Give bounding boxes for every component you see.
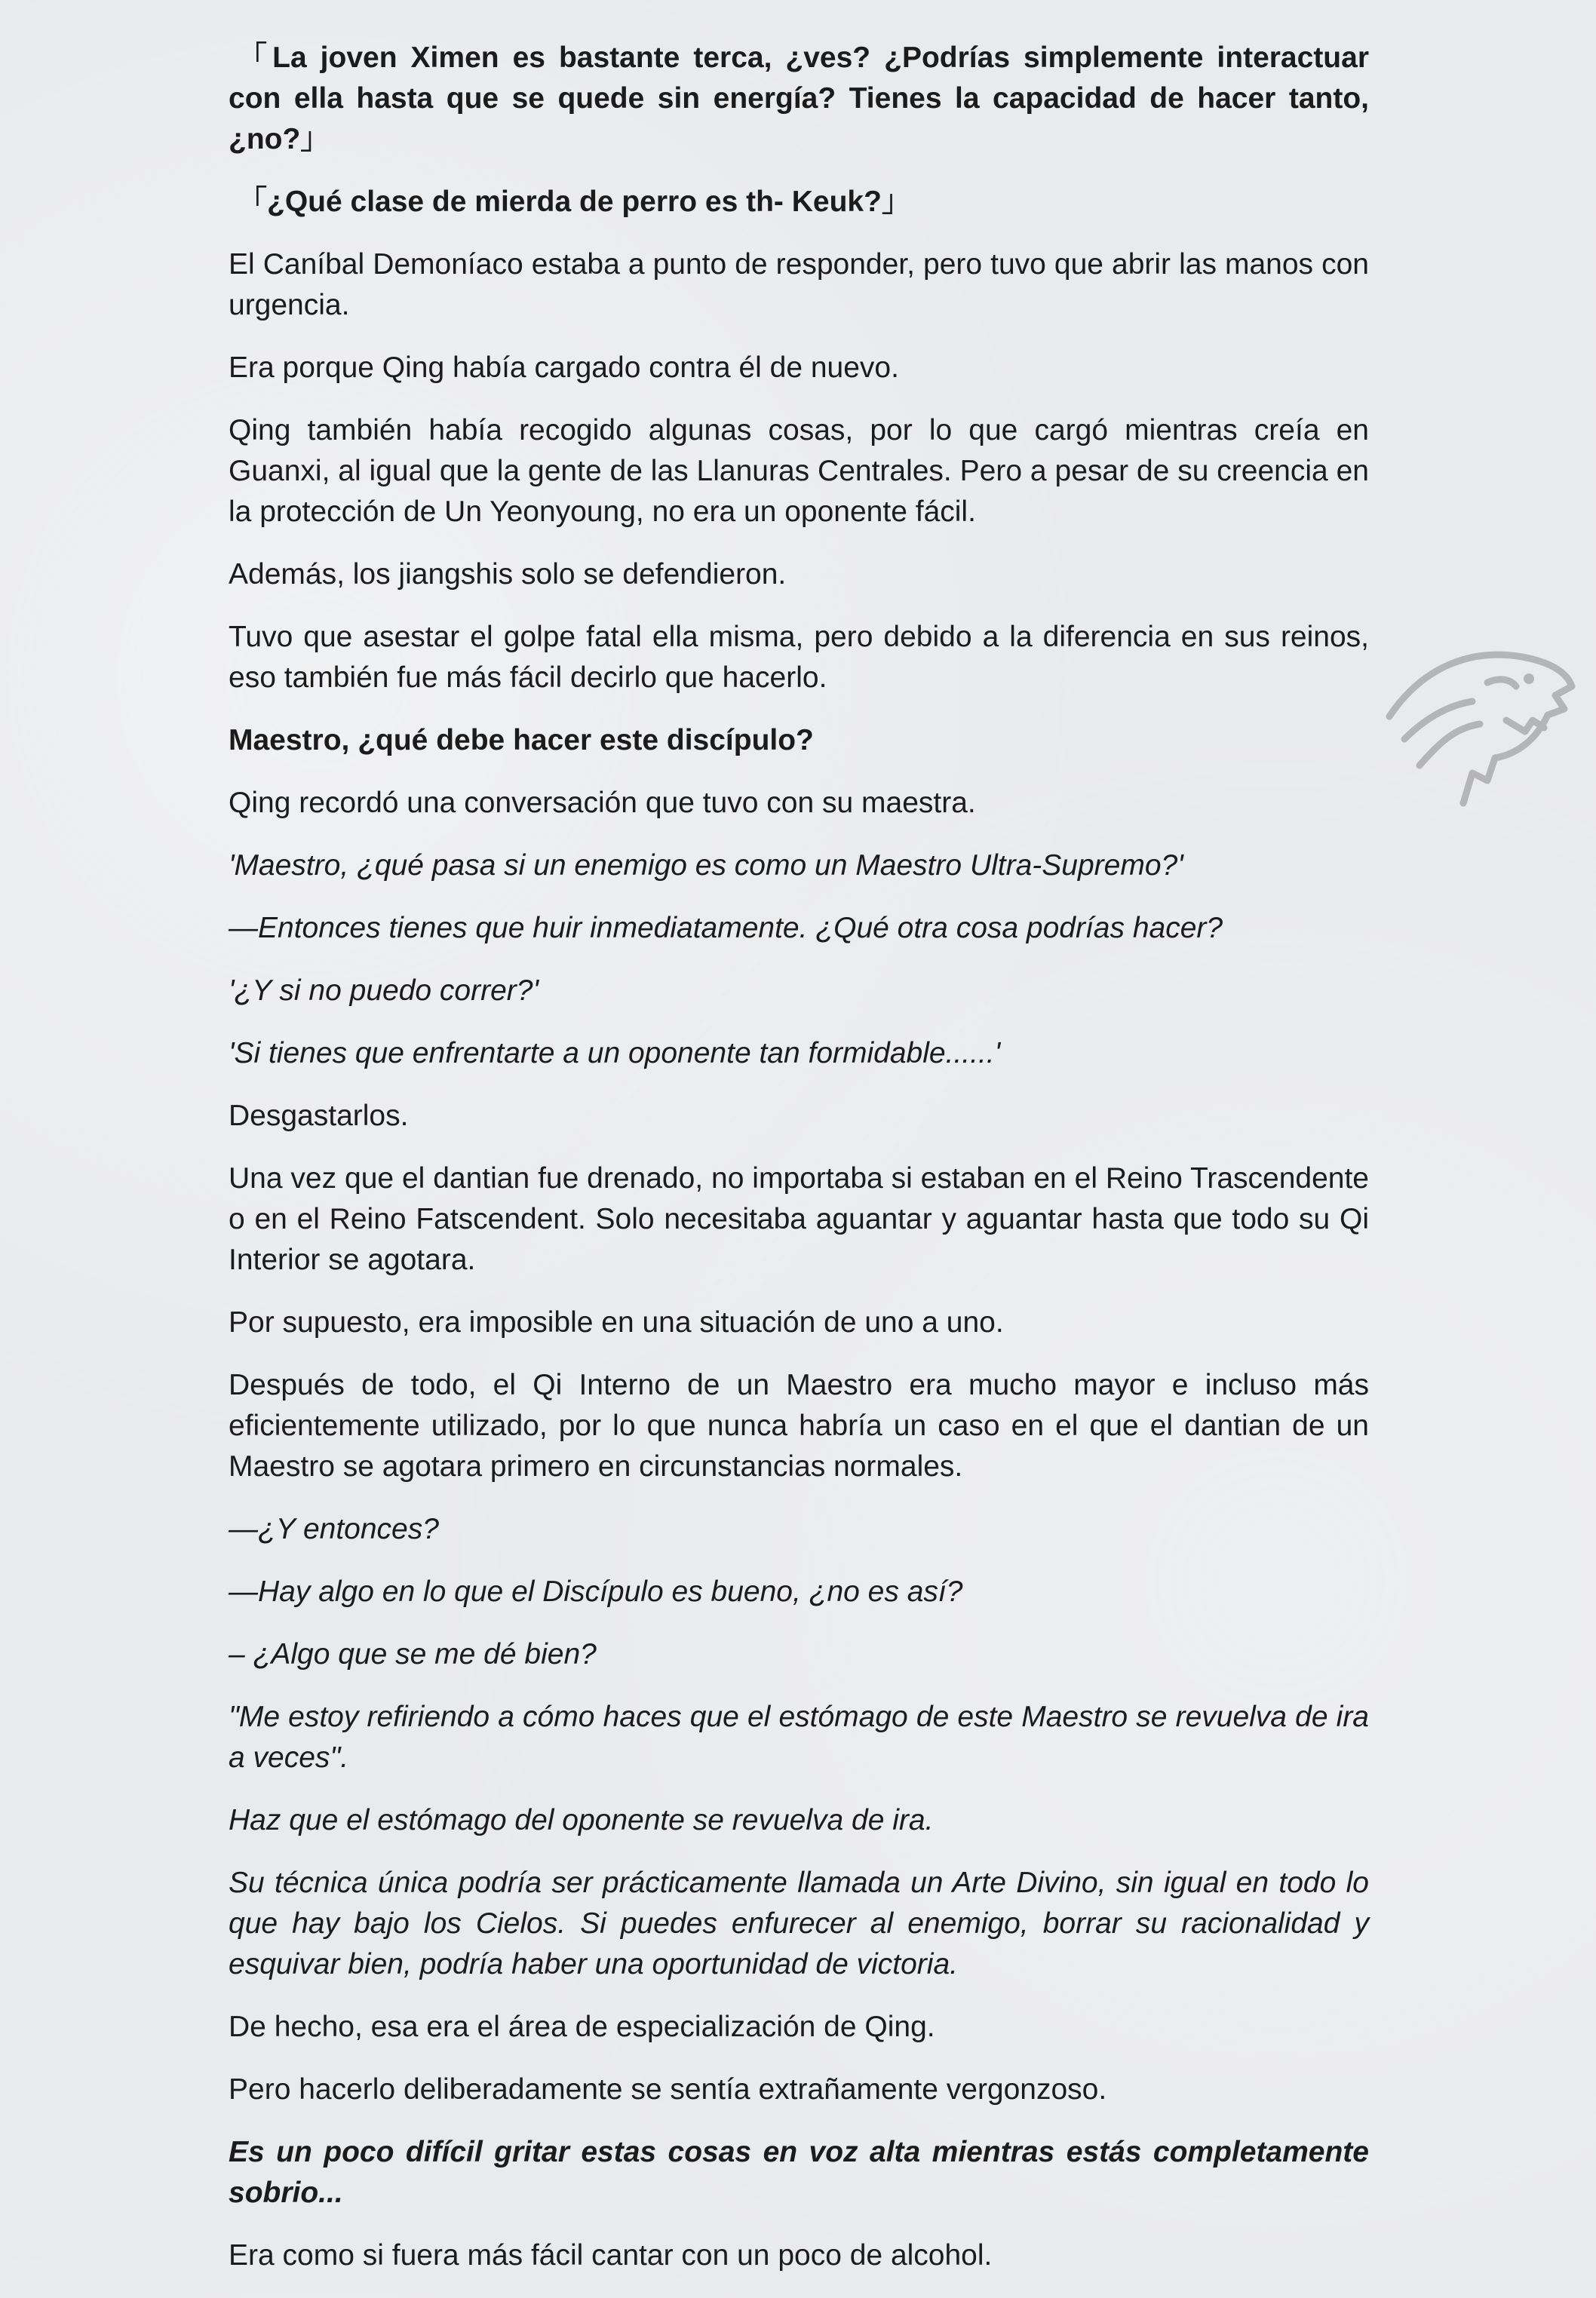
paragraph-20: – ¿Algo que se me dé bien? <box>229 1638 597 1671</box>
paragraph-15: Una vez que el dantian fue drenado, no importaba si estaban en el Reino Trascendente o en el Reino Fatscendent. Solo necesitaba aguantar y aguantar hasta que todo su Qi Interior se agotara. <box>229 1162 1369 1276</box>
dinosaur-head-icon <box>1374 626 1578 815</box>
paragraph-24: De hecho, esa era el área de especialización de Qing. <box>229 2011 935 2043</box>
document-page <box>229 38 1369 2298</box>
paragraph-16: Por supuesto, era imposible en una situación de uno a uno. <box>229 1306 1004 1339</box>
paragraph-19: —Hay algo en lo que el Discípulo es bueno, ¿no es así? <box>229 1575 963 1608</box>
paragraph-23: Su técnica única podría ser prácticamente llamada un Arte Divino, sin igual en todo lo que hay bajo los Cielos. Si puedes enfurecer al enemigo, borrar su racionalidad y esquivar bien, podría haber una oportunidad de victoria. <box>229 1867 1369 1980</box>
paragraph-17: Después de todo, el Qi Interno de un Maestro era mucho mayor e incluso más eficientemente utilizado, por lo que nunca habría un caso en el que el dantian de un Maestro se agotara primero en circunstancias normales. <box>229 1369 1369 1483</box>
paragraph-25: Pero hacerlo deliberadamente se sentía extrañamente vergonzoso. <box>229 2073 1107 2106</box>
paragraph-10: 'Maestro, ¿qué pasa si un enemigo es como un Maestro Ultra-Supremo?' <box>229 849 1183 882</box>
paragraph-18: —¿Y entonces? <box>229 1513 439 1545</box>
paragraph-8: Maestro, ¿qué debe hacer este discípulo? <box>229 724 814 756</box>
paragraph-6: Además, los jiangshis solo se defendieron. <box>229 558 787 591</box>
paragraph-14: Desgastarlos. <box>229 1100 409 1132</box>
paragraph-22: Haz que el estómago del oponente se revuelva de ira. <box>229 1804 934 1836</box>
paragraph-3: El Caníbal Demoníaco estaba a punto de responder, pero tuvo que abrir las manos con urgencia. <box>229 248 1369 321</box>
paragraph-1: 「La joven Ximen es bastante terca, ¿ves? ¿Podrías simplemente interactuar con ella hasta que se quede sin energía? Tienes la capacidad de hacer tanto, ¿no?」 <box>229 41 1369 155</box>
paragraph-9: Qing recordó una conversación que tuvo con su maestra. <box>229 787 976 819</box>
paragraph-11: —Entonces tienes que huir inmediatamente. ¿Qué otra cosa podrías hacer? <box>229 912 1223 944</box>
paragraph-4: Era porque Qing había cargado contra él de nuevo. <box>229 351 899 384</box>
paragraph-2: 「¿Qué clase de mierda de perro es th- Keuk?」 <box>238 186 911 218</box>
paragraph-13: 'Si tienes que enfrentarte a un oponente tan formidable......' <box>229 1037 1001 1069</box>
paragraph-12: '¿Y si no puedo correr?' <box>229 974 539 1007</box>
paragraph-7: Tuvo que asestar el golpe fatal ella misma, pero debido a la diferencia en sus reinos, eso también fue más fácil decirlo que hacerlo. <box>229 621 1369 694</box>
paragraph-21: "Me estoy refiriendo a cómo haces que el estómago de este Maestro se revuelva de ira a veces". <box>229 1701 1369 1774</box>
paragraph-27: Era como si fuera más fácil cantar con un poco de alcohol. <box>229 2239 993 2272</box>
paragraph-26: Es un poco difícil gritar estas cosas en voz alta mientras estás completamente sobrio... <box>229 2136 1369 2209</box>
paragraph-5: Qing también había recogido algunas cosas, por lo que cargó mientras creía en Guanxi, al igual que la gente de las Llanuras Centrales. Pero a pesar de su creencia en la protección de Un Yeonyoung, no era un oponente fácil. <box>229 414 1369 528</box>
